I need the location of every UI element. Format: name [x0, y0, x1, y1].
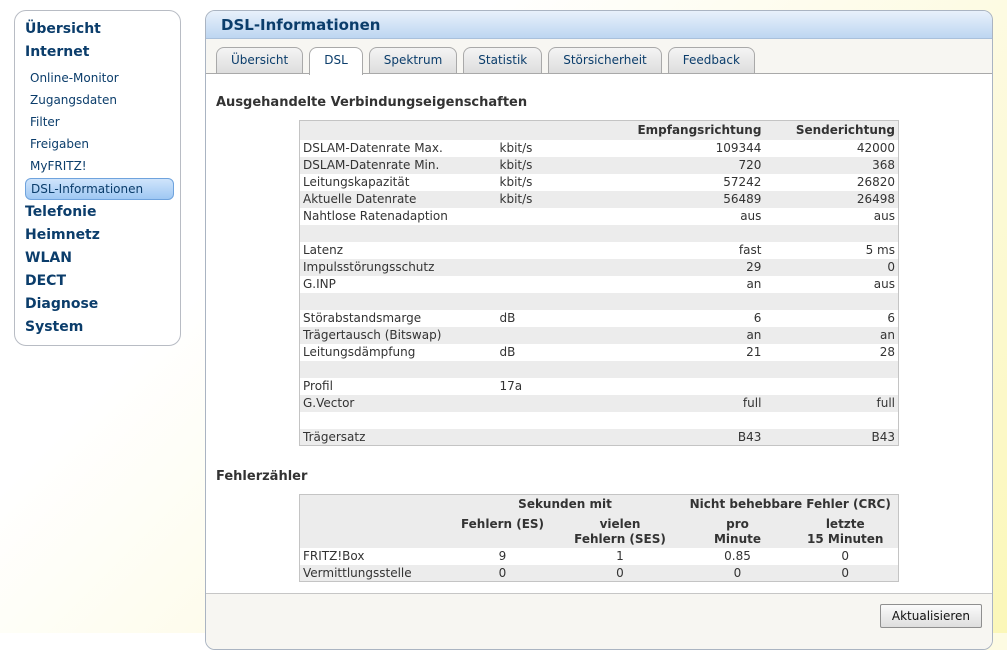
cell-name: G.INP: [300, 276, 497, 293]
nav-diagnose[interactable]: Diagnose: [25, 296, 99, 312]
cell-recv: 109344: [600, 140, 765, 157]
nav-wlan[interactable]: WLAN: [25, 250, 72, 266]
connection-properties-table: [299, 120, 899, 446]
header-es-label: Fehlern (ES): [460, 516, 545, 531]
nav-system[interactable]: System: [25, 319, 84, 335]
cell-unit: [497, 208, 600, 225]
cell-send: 5 ms: [764, 242, 898, 259]
cell-unit: [497, 242, 600, 259]
tab-feedback[interactable]: Feedback: [668, 47, 755, 74]
table-row: [300, 565, 899, 582]
cell-send: 26820: [764, 174, 898, 191]
cell-send: aus: [764, 208, 898, 225]
cell-recv: [600, 378, 765, 395]
table-row: [300, 327, 899, 344]
cell-send: B43: [764, 429, 898, 446]
table-header-row: [300, 495, 899, 514]
cell-name: Störabstandsmarge: [300, 310, 497, 327]
header-ses: [558, 514, 683, 548]
error-counter-table: [299, 494, 899, 582]
tab-stoersicherheit[interactable]: Störsicherheit: [548, 47, 662, 74]
cell-label: FRITZ!Box: [300, 548, 448, 565]
header-crc-group: Nicht behebbare Fehler (CRC): [683, 495, 899, 514]
cell-ses: 1: [558, 548, 683, 565]
cell-unit: [497, 259, 600, 276]
table-row: [300, 208, 899, 225]
header-recv: Empfangsrichtung: [600, 121, 765, 140]
cell-name: Leitungsdämpfung: [300, 344, 497, 361]
cell-send: 26498: [764, 191, 898, 208]
header-last-15: [793, 514, 899, 548]
tab-content: [206, 73, 993, 593]
cell-recv: an: [600, 327, 765, 344]
cell-unit: [497, 361, 600, 378]
cell-name: Aktuelle Datenrate: [300, 191, 497, 208]
nav-telefonie[interactable]: Telefonie: [25, 204, 97, 220]
cell-unit: [497, 327, 600, 344]
header-send: Senderichtung: [764, 121, 898, 140]
nav-filter[interactable]: Filter: [30, 115, 60, 129]
table-header-row: [300, 121, 899, 140]
cell-unit: kbit/s: [497, 140, 600, 157]
table-row: [300, 174, 899, 191]
cell-recv: [600, 412, 765, 429]
cell-send: 0: [764, 259, 898, 276]
cell-pro: 0.85: [683, 548, 793, 565]
table-row: [300, 157, 899, 174]
cell-recv: [600, 361, 765, 378]
cell-send: [764, 225, 898, 242]
header-last-label-1: letzte: [825, 516, 865, 531]
nav-internet[interactable]: Internet: [25, 44, 90, 60]
cell-name: [300, 293, 497, 310]
cell-send: full: [764, 395, 898, 412]
cell-name: Trägertausch (Bitswap): [300, 327, 497, 344]
header-pro-label-2: Minute: [713, 531, 761, 546]
cell-recv: an: [600, 276, 765, 293]
cell-name: [300, 361, 497, 378]
cell-recv: [600, 225, 765, 242]
nav-freigaben[interactable]: Freigaben: [30, 137, 89, 151]
table-row: [300, 395, 899, 412]
header-pro-minute: [683, 514, 793, 548]
cell-unit: [497, 412, 600, 429]
page-title: DSL-Informationen: [206, 11, 992, 39]
cell-recv: 56489: [600, 191, 765, 208]
cell-name: Leitungskapazität: [300, 174, 497, 191]
cell-unit: kbit/s: [497, 157, 600, 174]
table-row: [300, 242, 899, 259]
cell-unit: kbit/s: [497, 191, 600, 208]
cell-recv: 29: [600, 259, 765, 276]
cell-recv: fast: [600, 242, 765, 259]
cell-name: DSLAM-Datenrate Min.: [300, 157, 497, 174]
error-counter-body: [300, 548, 899, 582]
header-pro-label-1: pro: [726, 516, 749, 531]
connection-properties-body: [300, 140, 899, 446]
cell-name: Trägersatz: [300, 429, 497, 446]
table-row: [300, 310, 899, 327]
table-row: [300, 259, 899, 276]
cell-unit: kbit/s: [497, 174, 600, 191]
cell-recv: 6: [600, 310, 765, 327]
header-seconds-group: Sekunden mit: [448, 495, 683, 514]
table-row: [300, 140, 899, 157]
cell-recv: 720: [600, 157, 765, 174]
refresh-button[interactable]: Aktualisieren: [880, 604, 982, 628]
cell-recv: aus: [600, 208, 765, 225]
cell-send: an: [764, 327, 898, 344]
cell-send: [764, 361, 898, 378]
cell-name: Nahtlose Ratenadaption: [300, 208, 497, 225]
cell-send: 368: [764, 157, 898, 174]
cell-unit: [497, 429, 600, 446]
cell-send: aus: [764, 276, 898, 293]
cell-unit: [497, 225, 600, 242]
cell-send: 6: [764, 310, 898, 327]
errors-section-title: Fehlerzähler: [216, 469, 308, 484]
cell-name: [300, 412, 497, 429]
table-row: [300, 378, 899, 395]
table-row: [300, 191, 899, 208]
cell-unit: [497, 276, 600, 293]
header-es: [448, 514, 558, 548]
header-device: [300, 514, 448, 548]
sidebar-nav: [14, 10, 181, 346]
table-row: [300, 293, 899, 310]
cell-es: 9: [448, 548, 558, 565]
table-row: [300, 344, 899, 361]
nav-zugangsdaten[interactable]: Zugangsdaten: [30, 93, 117, 107]
cell-recv: full: [600, 395, 765, 412]
header-empty: [300, 495, 448, 514]
cell-last: 0: [793, 548, 899, 565]
table-row: [300, 548, 899, 565]
header-last-label-2: 15 Minuten: [807, 531, 884, 546]
cell-recv: 21: [600, 344, 765, 361]
tab-bar: [216, 47, 761, 74]
cell-name: Latenz: [300, 242, 497, 259]
nav-heimnetz[interactable]: Heimnetz: [25, 227, 100, 243]
main-panel: [205, 10, 993, 650]
cell-send: [764, 412, 898, 429]
header-unit: [497, 121, 600, 140]
cell-send: 28: [764, 344, 898, 361]
cell-send: 42000: [764, 140, 898, 157]
cell-unit: 17a: [497, 378, 600, 395]
cell-recv: [600, 293, 765, 310]
cell-unit: dB: [497, 310, 600, 327]
header-ses-label-2: Fehlern (SES): [574, 531, 666, 546]
nav-internet-submenu: [25, 67, 174, 200]
cell-recv: B43: [600, 429, 765, 446]
table-row: [300, 276, 899, 293]
cell-unit: dB: [497, 344, 600, 361]
cell-pro: 0: [683, 565, 793, 582]
tab-uebersicht[interactable]: Übersicht: [216, 47, 303, 74]
nav-uebersicht[interactable]: Übersicht: [25, 21, 101, 37]
header-name: [300, 121, 497, 140]
table-row: [300, 429, 899, 446]
cell-name: G.Vector: [300, 395, 497, 412]
connection-section-title: Ausgehandelte Verbindungseigenschaften: [216, 95, 528, 110]
nav-online-monitor[interactable]: Online-Monitor: [30, 71, 119, 85]
table-row: [300, 361, 899, 378]
cell-name: DSLAM-Datenrate Max.: [300, 140, 497, 157]
cell-recv: 57242: [600, 174, 765, 191]
cell-ses: 0: [558, 565, 683, 582]
cell-label: Vermittlungsstelle: [300, 565, 448, 582]
footer-bar: [206, 593, 993, 650]
cell-name: Profil: [300, 378, 497, 395]
cell-es: 0: [448, 565, 558, 582]
nav-myfritz[interactable]: MyFRITZ!: [30, 159, 87, 173]
tab-statistik[interactable]: Statistik: [463, 47, 542, 74]
table-row: [300, 412, 899, 429]
nav-dsl-informationen[interactable]: DSL-Informationen: [25, 178, 174, 200]
header-ses-label-1: vielen: [599, 516, 641, 531]
nav-dect[interactable]: DECT: [25, 273, 67, 289]
cell-name: Impulsstörungsschutz: [300, 259, 497, 276]
cell-last: 0: [793, 565, 899, 582]
tab-spektrum[interactable]: Spektrum: [369, 47, 458, 74]
cell-unit: [497, 293, 600, 310]
table-row: [300, 225, 899, 242]
cell-name: [300, 225, 497, 242]
table-header-row: [300, 514, 899, 548]
cell-unit: [497, 395, 600, 412]
cell-send: [764, 378, 898, 395]
tab-dsl[interactable]: DSL: [309, 47, 363, 75]
cell-send: [764, 293, 898, 310]
